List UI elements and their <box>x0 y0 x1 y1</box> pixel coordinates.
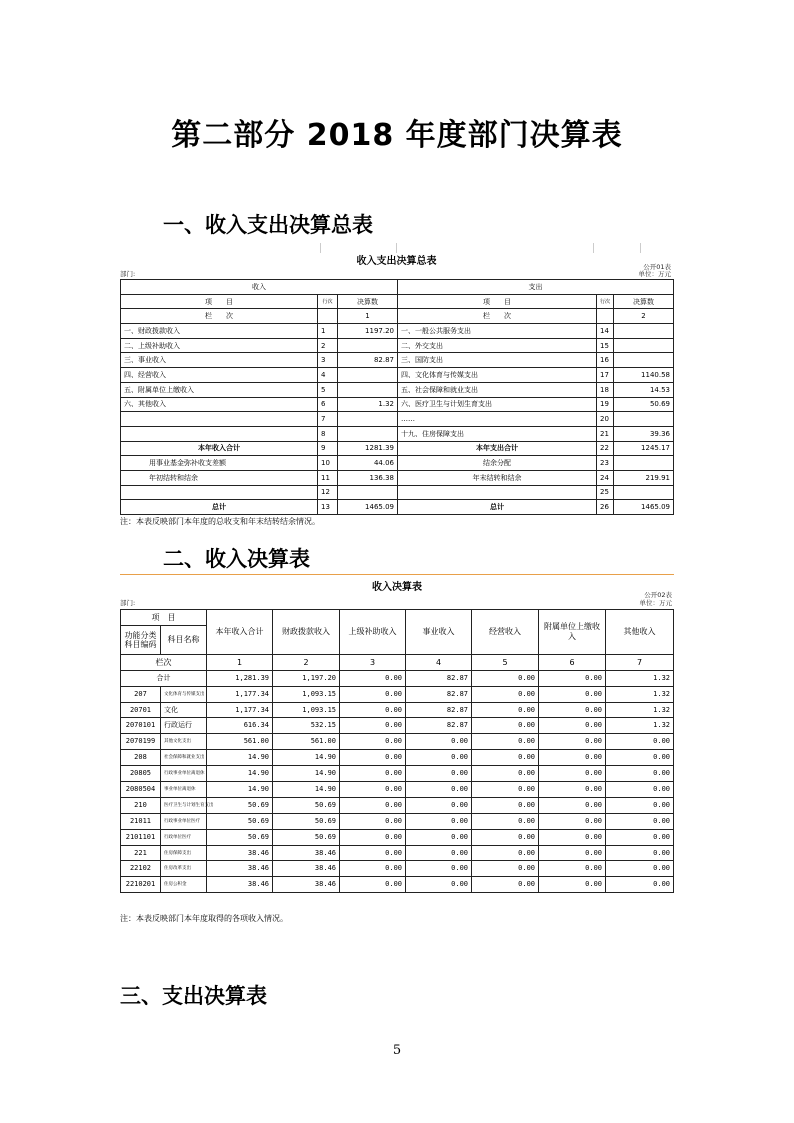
amount-cell: 50.69 <box>207 797 273 813</box>
income-row-number: 3 <box>318 353 338 368</box>
subject-name: 行政事业单位离退休 <box>161 766 207 782</box>
amount-cell: 1,281.39 <box>207 670 273 686</box>
subject-code: 22102 <box>121 861 161 877</box>
subject-name: 住房公积金 <box>161 877 207 893</box>
expense-item: …… <box>398 412 597 427</box>
header-total: 本年收入合计 <box>207 610 273 655</box>
income-row-number: 6 <box>318 397 338 412</box>
income-amount: 1465.09 <box>338 500 398 515</box>
subject-name: 住房改革支出 <box>161 861 207 877</box>
amount-cell: 0.00 <box>340 734 406 750</box>
amount-cell: 82.87 <box>406 686 472 702</box>
expense-item: 年末结转和结余 <box>398 470 597 485</box>
income-amount: 1281.39 <box>338 441 398 456</box>
table-note: 注：本表反映部门本年度的总收支和年末结转结余情况。 <box>120 517 320 526</box>
expense-header: 支出 <box>398 280 674 295</box>
col-lanci: 栏 次 <box>398 309 597 324</box>
subject-code: 2210201 <box>121 877 161 893</box>
summary-row <box>121 456 674 471</box>
subject-code: 2101101 <box>121 829 161 845</box>
expense-amount <box>614 412 674 427</box>
subject-code: 208 <box>121 750 161 766</box>
amount-cell: 0.00 <box>606 861 674 877</box>
income-item: 总计 <box>121 500 318 515</box>
income-amount: 1197.20 <box>338 324 398 339</box>
expense-row-number: 17 <box>597 368 614 383</box>
expense-item: 五、社会保障和就业支出 <box>398 382 597 397</box>
amount-cell: 50.69 <box>273 813 340 829</box>
dept-label: 部门: <box>120 599 136 607</box>
summary-row <box>121 397 674 412</box>
amount-cell: 1.32 <box>606 718 674 734</box>
subject-name: 行政单位医疗 <box>161 829 207 845</box>
amount-cell: 0.00 <box>539 750 606 766</box>
amount-cell: 0.00 <box>340 766 406 782</box>
income-amount: 82.87 <box>338 353 398 368</box>
income-row <box>121 702 674 718</box>
subject-code: 207 <box>121 686 161 702</box>
income-row-number: 12 <box>318 485 338 500</box>
income-item: 六、其他收入 <box>121 397 318 412</box>
amount-cell: 0.00 <box>539 845 606 861</box>
amount-cell: 0.00 <box>472 766 539 782</box>
subject-name: 合计 <box>121 670 207 686</box>
income-row <box>121 829 674 845</box>
amount-cell: 1,197.20 <box>273 670 340 686</box>
amount-cell: 38.46 <box>273 845 340 861</box>
income-row-number: 10 <box>318 456 338 471</box>
amount-cell: 0.00 <box>406 813 472 829</box>
expense-row-number: 14 <box>597 324 614 339</box>
amount-cell: 1,177.34 <box>207 686 273 702</box>
amount-cell: 0.00 <box>406 829 472 845</box>
amount-cell: 0.00 <box>340 797 406 813</box>
expense-amount: 219.91 <box>614 470 674 485</box>
amount-cell: 532.15 <box>273 718 340 734</box>
amount-cell: 0.00 <box>539 686 606 702</box>
expense-amount: 1245.17 <box>614 441 674 456</box>
income-row <box>121 718 674 734</box>
amount-cell: 0.00 <box>472 877 539 893</box>
lanci-label: 栏次 <box>121 654 207 670</box>
sheet-title: 收入支出决算总表 <box>356 256 437 267</box>
income-row-number: 1 <box>318 324 338 339</box>
amount-cell: 38.46 <box>207 861 273 877</box>
amount-cell: 0.00 <box>340 686 406 702</box>
amount-cell: 0.00 <box>406 861 472 877</box>
income-row <box>121 813 674 829</box>
amount-cell: 0.00 <box>406 782 472 798</box>
amount-cell: 38.46 <box>207 877 273 893</box>
income-item: 一、财政拨款收入 <box>121 324 318 339</box>
section-heading-2: 二、收入决算表 <box>163 547 310 571</box>
expense-amount <box>614 485 674 500</box>
amount-cell: 0.00 <box>606 829 674 845</box>
expense-item: 本年支出合计 <box>398 441 597 456</box>
amount-cell: 82.87 <box>406 702 472 718</box>
income-row-number: 9 <box>318 441 338 456</box>
amount-cell: 1,093.15 <box>273 686 340 702</box>
amount-cell: 0.00 <box>472 797 539 813</box>
income-amount: 136.38 <box>338 470 398 485</box>
column-number: 3 <box>340 654 406 670</box>
column-number: 1 <box>207 654 273 670</box>
income-row-number: 7 <box>318 412 338 427</box>
col-amount: 决算数 <box>338 294 398 309</box>
column-number: 6 <box>539 654 606 670</box>
amount-cell: 0.00 <box>472 734 539 750</box>
dept-label: 部门: <box>120 270 136 278</box>
amount-cell: 0.00 <box>340 750 406 766</box>
summary-row <box>121 470 674 485</box>
amount-cell: 0.00 <box>472 782 539 798</box>
income-row-number: 4 <box>318 368 338 383</box>
expense-amount: 50.69 <box>614 397 674 412</box>
expense-row-number: 16 <box>597 353 614 368</box>
summary-row <box>121 324 674 339</box>
amount-cell: 0.00 <box>539 718 606 734</box>
subject-name: 医疗卫生与计划生育支出 <box>161 797 207 813</box>
amount-cell: 0.00 <box>406 877 472 893</box>
header-name: 科目名称 <box>161 625 207 654</box>
income-item: 二、上级补助收入 <box>121 338 318 353</box>
income-amount <box>338 426 398 441</box>
income-row <box>121 861 674 877</box>
subject-name: 文化体育与传媒支出 <box>161 686 207 702</box>
unit-label: 单位：万元 <box>639 599 672 607</box>
expense-item <box>398 485 597 500</box>
income-table <box>120 609 674 893</box>
expense-item: 三、国防支出 <box>398 353 597 368</box>
subject-name: 事业单位离退休 <box>161 782 207 798</box>
expense-amount: 39.36 <box>614 426 674 441</box>
amount-cell: 0.00 <box>539 877 606 893</box>
amount-cell: 0.00 <box>406 766 472 782</box>
amount-cell: 1,093.15 <box>273 702 340 718</box>
income-item <box>121 426 318 441</box>
amount-cell: 0.00 <box>472 750 539 766</box>
amount-cell: 82.87 <box>406 718 472 734</box>
income-row-number: 5 <box>318 382 338 397</box>
amount-cell: 0.00 <box>539 702 606 718</box>
section-heading-3: 三、支出决算表 <box>120 984 267 1008</box>
expense-amount <box>614 456 674 471</box>
amount-cell: 0.00 <box>606 845 674 861</box>
table-note: 注：本表反映部门本年度取得的各项收入情况。 <box>120 914 288 923</box>
income-item: 用事业基金弥补收支差额 <box>121 456 318 471</box>
income-row <box>121 766 674 782</box>
summary-table <box>120 279 674 515</box>
amount-cell: 0.00 <box>340 845 406 861</box>
amount-cell: 1.32 <box>606 670 674 686</box>
expense-row-number: 20 <box>597 412 614 427</box>
amount-cell: 0.00 <box>340 702 406 718</box>
expense-amount <box>614 353 674 368</box>
subject-code: 21011 <box>121 813 161 829</box>
income-amount <box>338 412 398 427</box>
income-amount: 1.32 <box>338 397 398 412</box>
income-row-number: 2 <box>318 338 338 353</box>
column-number: 5 <box>472 654 539 670</box>
amount-cell: 0.00 <box>406 734 472 750</box>
header-business: 事业收入 <box>406 610 472 655</box>
amount-cell: 0.00 <box>606 782 674 798</box>
income-sheet <box>120 574 674 929</box>
col-row: 行次 <box>597 294 614 309</box>
amount-cell: 0.00 <box>539 766 606 782</box>
income-row-number: 11 <box>318 470 338 485</box>
col-number-1: 1 <box>338 309 398 324</box>
amount-cell: 14.90 <box>273 782 340 798</box>
subject-code: 2080504 <box>121 782 161 798</box>
amount-cell: 0.00 <box>340 813 406 829</box>
summary-row <box>121 426 674 441</box>
subject-code: 2070199 <box>121 734 161 750</box>
expense-item: 六、医疗卫生与计划生育支出 <box>398 397 597 412</box>
col-item: 项 目 <box>398 294 597 309</box>
expense-row-number: 21 <box>597 426 614 441</box>
income-row <box>121 797 674 813</box>
expense-row-number: 18 <box>597 382 614 397</box>
col-row: 行次 <box>318 294 338 309</box>
summary-row <box>121 353 674 368</box>
income-row-number: 13 <box>318 500 338 515</box>
income-row-number: 8 <box>318 426 338 441</box>
income-row <box>121 782 674 798</box>
income-item: 本年收入合计 <box>121 441 318 456</box>
amount-cell: 14.90 <box>207 782 273 798</box>
income-row <box>121 734 674 750</box>
amount-cell: 0.00 <box>406 797 472 813</box>
amount-cell: 0.00 <box>472 845 539 861</box>
income-amount: 44.06 <box>338 456 398 471</box>
amount-cell: 50.69 <box>273 829 340 845</box>
amount-cell: 561.00 <box>273 734 340 750</box>
expense-item: 四、文化体育与传媒支出 <box>398 368 597 383</box>
subject-name: 社会保障和就业支出 <box>161 750 207 766</box>
expense-row-number: 23 <box>597 456 614 471</box>
income-item <box>121 485 318 500</box>
amount-cell: 1,177.34 <box>207 702 273 718</box>
expense-amount <box>614 338 674 353</box>
header-code: 功能分类科目编码 <box>121 625 161 654</box>
amount-cell: 0.00 <box>606 766 674 782</box>
amount-cell: 1.32 <box>606 686 674 702</box>
expense-row-number: 24 <box>597 470 614 485</box>
income-row <box>121 750 674 766</box>
amount-cell: 1.32 <box>606 702 674 718</box>
amount-cell: 0.00 <box>472 686 539 702</box>
summary-row <box>121 441 674 456</box>
form-number: 公开01表 <box>643 263 671 271</box>
amount-cell: 0.00 <box>539 813 606 829</box>
header-item: 项 目 <box>121 610 207 626</box>
summary-row <box>121 485 674 500</box>
subject-name: 住房保障支出 <box>161 845 207 861</box>
subject-code: 210 <box>121 797 161 813</box>
amount-cell: 82.87 <box>406 670 472 686</box>
amount-cell: 0.00 <box>472 702 539 718</box>
header-affiliated: 附属单位上缴收入 <box>539 610 606 655</box>
amount-cell: 0.00 <box>539 797 606 813</box>
income-amount <box>338 382 398 397</box>
subject-code: 20701 <box>121 702 161 718</box>
amount-cell: 50.69 <box>207 829 273 845</box>
amount-cell: 561.00 <box>207 734 273 750</box>
expense-item: 一、一般公共服务支出 <box>398 324 597 339</box>
income-amount <box>338 338 398 353</box>
expense-item: 十九、住房保障支出 <box>398 426 597 441</box>
amount-cell: 0.00 <box>340 829 406 845</box>
subject-code: 2070101 <box>121 718 161 734</box>
summary-row <box>121 500 674 515</box>
amount-cell: 0.00 <box>606 813 674 829</box>
expense-amount: 1140.58 <box>614 368 674 383</box>
income-row <box>121 686 674 702</box>
amount-cell: 0.00 <box>340 877 406 893</box>
income-item: 三、事业收入 <box>121 353 318 368</box>
subject-name: 其他文化支出 <box>161 734 207 750</box>
amount-cell: 14.90 <box>207 766 273 782</box>
amount-cell: 0.00 <box>472 813 539 829</box>
amount-cell: 38.46 <box>273 861 340 877</box>
expense-row-number: 19 <box>597 397 614 412</box>
amount-cell: 0.00 <box>406 750 472 766</box>
amount-cell: 38.46 <box>207 845 273 861</box>
summary-row <box>121 368 674 383</box>
col-lanci: 栏 次 <box>121 309 318 324</box>
amount-cell: 0.00 <box>340 782 406 798</box>
col-amount: 决算数 <box>614 294 674 309</box>
page-number: 5 <box>392 1043 402 1058</box>
amount-cell: 0.00 <box>539 782 606 798</box>
amount-cell: 0.00 <box>472 861 539 877</box>
column-number: 7 <box>606 654 674 670</box>
amount-cell: 0.00 <box>340 670 406 686</box>
expense-row-number: 22 <box>597 441 614 456</box>
column-number: 2 <box>273 654 340 670</box>
amount-cell: 0.00 <box>539 734 606 750</box>
expense-row-number: 26 <box>597 500 614 515</box>
amount-cell: 14.90 <box>207 750 273 766</box>
amount-cell: 0.00 <box>606 750 674 766</box>
income-amount <box>338 368 398 383</box>
amount-cell: 14.90 <box>273 766 340 782</box>
unit-label: 单位：万元 <box>638 270 671 278</box>
amount-cell: 0.00 <box>606 734 674 750</box>
summary-row <box>121 412 674 427</box>
income-row <box>121 670 674 686</box>
expense-item: 二、外交支出 <box>398 338 597 353</box>
expense-item: 结余分配 <box>398 456 597 471</box>
expense-item: 总计 <box>398 500 597 515</box>
subject-code: 20805 <box>121 766 161 782</box>
column-number: 4 <box>406 654 472 670</box>
amount-cell: 0.00 <box>606 797 674 813</box>
amount-cell: 0.00 <box>539 861 606 877</box>
amount-cell: 50.69 <box>273 797 340 813</box>
amount-cell: 38.46 <box>273 877 340 893</box>
income-amount <box>338 485 398 500</box>
amount-cell: 0.00 <box>406 845 472 861</box>
income-expense-summary-sheet <box>120 243 673 530</box>
subject-name: 文化 <box>161 702 207 718</box>
header-operating: 经营收入 <box>472 610 539 655</box>
amount-cell: 616.34 <box>207 718 273 734</box>
header-upper: 上级补助收入 <box>340 610 406 655</box>
expense-amount: 14.53 <box>614 382 674 397</box>
col-number-2: 2 <box>614 309 674 324</box>
amount-cell: 50.69 <box>207 813 273 829</box>
form-number: 公开02表 <box>644 591 672 599</box>
page-title: 第二部分 2018 年度部门决算表 <box>171 118 623 153</box>
amount-cell: 0.00 <box>340 718 406 734</box>
sheet-title: 收入决算表 <box>372 582 422 593</box>
amount-cell: 0.00 <box>539 670 606 686</box>
amount-cell: 0.00 <box>472 670 539 686</box>
income-item <box>121 412 318 427</box>
summary-row <box>121 338 674 353</box>
subject-name: 行政事业单位医疗 <box>161 813 207 829</box>
subject-code: 221 <box>121 845 161 861</box>
income-item: 五、附属单位上缴收入 <box>121 382 318 397</box>
amount-cell: 0.00 <box>472 829 539 845</box>
expense-row-number: 15 <box>597 338 614 353</box>
expense-amount: 1465.09 <box>614 500 674 515</box>
income-header: 收入 <box>121 280 398 295</box>
amount-cell: 0.00 <box>340 861 406 877</box>
header-other: 其他收入 <box>606 610 674 655</box>
amount-cell: 0.00 <box>606 877 674 893</box>
income-row <box>121 877 674 893</box>
amount-cell: 0.00 <box>539 829 606 845</box>
section-heading-1: 一、收入支出决算总表 <box>163 213 373 237</box>
income-item: 四、经营收入 <box>121 368 318 383</box>
income-row <box>121 845 674 861</box>
col-item: 项 目 <box>121 294 318 309</box>
summary-row <box>121 382 674 397</box>
header-fiscal: 财政拨款收入 <box>273 610 340 655</box>
amount-cell: 14.90 <box>273 750 340 766</box>
expense-row-number: 25 <box>597 485 614 500</box>
income-item: 年初结转和结余 <box>121 470 318 485</box>
subject-name: 行政运行 <box>161 718 207 734</box>
amount-cell: 0.00 <box>472 718 539 734</box>
expense-amount <box>614 324 674 339</box>
